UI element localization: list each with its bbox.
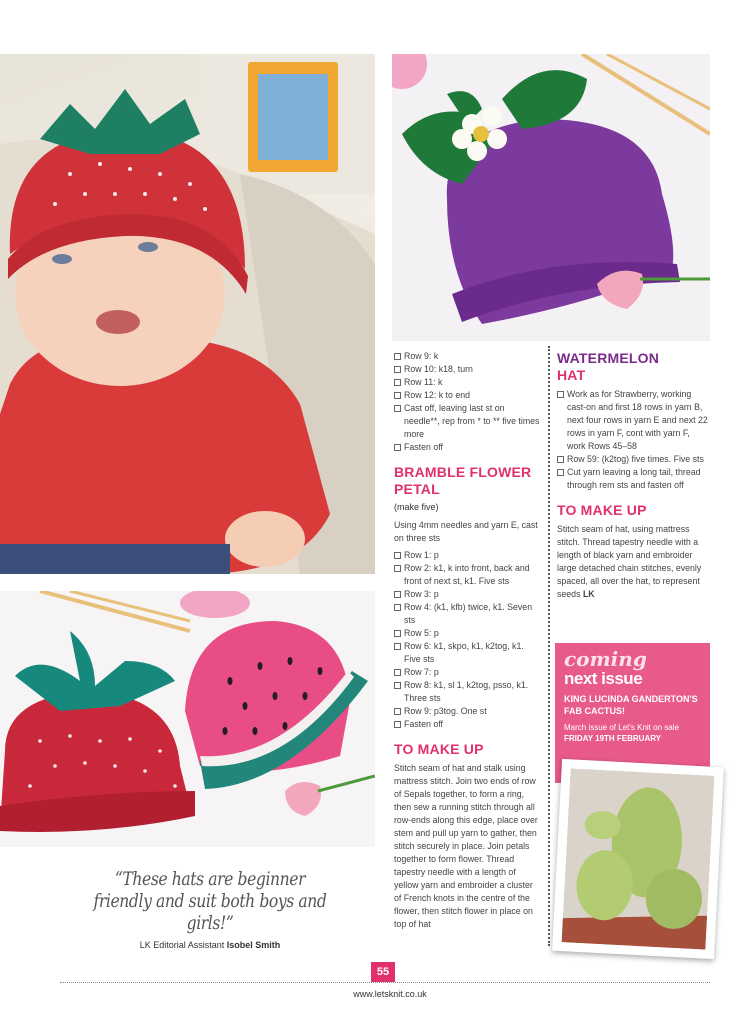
photo-cactus: [552, 759, 724, 959]
quote-text: “These hats are beginner friendly and suit both boys and girls!”: [93, 868, 327, 934]
pattern-step: Row 8: k1, sl 1, k2tog, psso, k1. Three sts: [394, 679, 540, 705]
checkbox-icon: [394, 643, 401, 650]
checkbox-icon: [394, 682, 401, 689]
promo-date: FRIDAY 19TH FEBRUARY: [564, 734, 662, 743]
quote-attr-name: Isobel Smith: [226, 940, 281, 950]
checkbox-icon: [394, 604, 401, 611]
pattern-step: Row 59: (k2tog) five times. Five sts: [557, 453, 709, 466]
promo-next-issue: next issue: [564, 669, 643, 688]
promo-sale: March issue of Let's Knit on sale: [564, 723, 679, 732]
pattern-step: Row 9: k: [394, 350, 540, 363]
website-link[interactable]: www.letsknit.co.uk: [353, 989, 427, 999]
footer-divider: [60, 982, 710, 983]
pattern-step: Row 10: k18, turn: [394, 363, 540, 376]
pattern-step: Row 6: k1, skpo, k1, k2tog, k1. Five sts: [394, 640, 540, 666]
checkbox-icon: [557, 456, 564, 463]
checkbox-icon: [394, 379, 401, 386]
pattern-step: Row 3: p: [394, 588, 540, 601]
checkbox-icon: [394, 708, 401, 715]
checkbox-icon: [394, 366, 401, 373]
pattern-column-1: [394, 350, 540, 935]
make-up-text: Stitch seam of hat and stalk using mattress stitch. Join two ends of row of Sepals together, to form a ring, then sew a running stitch through all row-ends along this edge, place over stem and pull up yarn to gather, then stitch securely in place. Join petals together to form flower. Thread tapestry needle with a length of yellow yarn and embroider a cluster of French knots in the centre of the flower, then stitch flower in place on top of hat: [394, 763, 538, 929]
make-up-text-2: Stitch seam of hat, using mattress stitch. Thread tapestry needle with a length of black yarn and embroider large detached chain stitches, evenly spaced, all over the hat, to represent seeds LK: [557, 524, 702, 599]
checkbox-icon: [394, 353, 401, 360]
checkbox-icon: [394, 721, 401, 728]
bramble-intro: Using 4mm needles and yarn E, cast on three sts: [394, 520, 538, 543]
pattern-step: Cast off, leaving last st on needle**, rep from * to ** five times more: [394, 402, 540, 441]
page-number: 55: [371, 962, 395, 982]
checkbox-icon: [394, 392, 401, 399]
checkbox-icon: [394, 444, 401, 451]
photo-bramble-hat: [392, 54, 710, 341]
checkbox-icon: [394, 630, 401, 637]
pattern-step: Row 9: p3tog. One st: [394, 705, 540, 718]
promo-coming: coming: [564, 647, 647, 671]
pattern-step: Cut yarn leaving a long tail, thread through rem sts and fasten off: [557, 466, 709, 492]
pattern-step: Row 11: k: [394, 376, 540, 389]
pattern-step: Row 4: (k1, kfb) twice, k1. Seven sts: [394, 601, 540, 627]
end-mark: LK: [582, 589, 595, 599]
bramble-heading: BRAMBLE FLOWER PETAL: [394, 464, 532, 497]
pattern-step: Fasten off: [394, 441, 540, 454]
checkbox-icon: [394, 565, 401, 572]
pattern-column-2: [557, 350, 709, 605]
make-up-heading: TO MAKE UP: [394, 741, 484, 757]
photo-strawberry-watermelon-hats: [0, 591, 375, 847]
pattern-step: Work as for Strawberry, working cast-on and first 18 rows in yarn B, next four rows in yarn E and next 22 rows in yarn F, cont with yarn F, work Rows 45–58: [557, 388, 709, 453]
pattern-step: Fasten off: [394, 718, 540, 731]
checkbox-icon: [557, 391, 564, 398]
pull-quote: [60, 868, 360, 950]
quote-attr-role: LK Editorial Assistant: [139, 940, 225, 950]
checkbox-icon: [394, 405, 401, 412]
promo-title: KING LUCINDA GANDERTON'S FAB CACTUS!: [564, 694, 698, 716]
bramble-subheading: (make five): [394, 502, 439, 512]
pattern-step: Row 5: p: [394, 627, 540, 640]
watermelon-heading: WATERMELON HAT: [557, 350, 660, 383]
checkbox-icon: [394, 669, 401, 676]
column-divider: [548, 346, 550, 946]
pattern-step: Row 7: p: [394, 666, 540, 679]
pattern-step: Row 1: p: [394, 549, 540, 562]
pattern-step: Row 12: k to end: [394, 389, 540, 402]
checkbox-icon: [394, 591, 401, 598]
make-up-heading-2: TO MAKE UP: [557, 502, 647, 518]
pattern-step: Row 2: k1, k into front, back and front of next st, k1. Five sts: [394, 562, 540, 588]
quote-attribution: [60, 940, 360, 950]
checkbox-icon: [557, 469, 564, 476]
photo-baby-strawberry-hat: [0, 54, 375, 574]
checkbox-icon: [394, 552, 401, 559]
